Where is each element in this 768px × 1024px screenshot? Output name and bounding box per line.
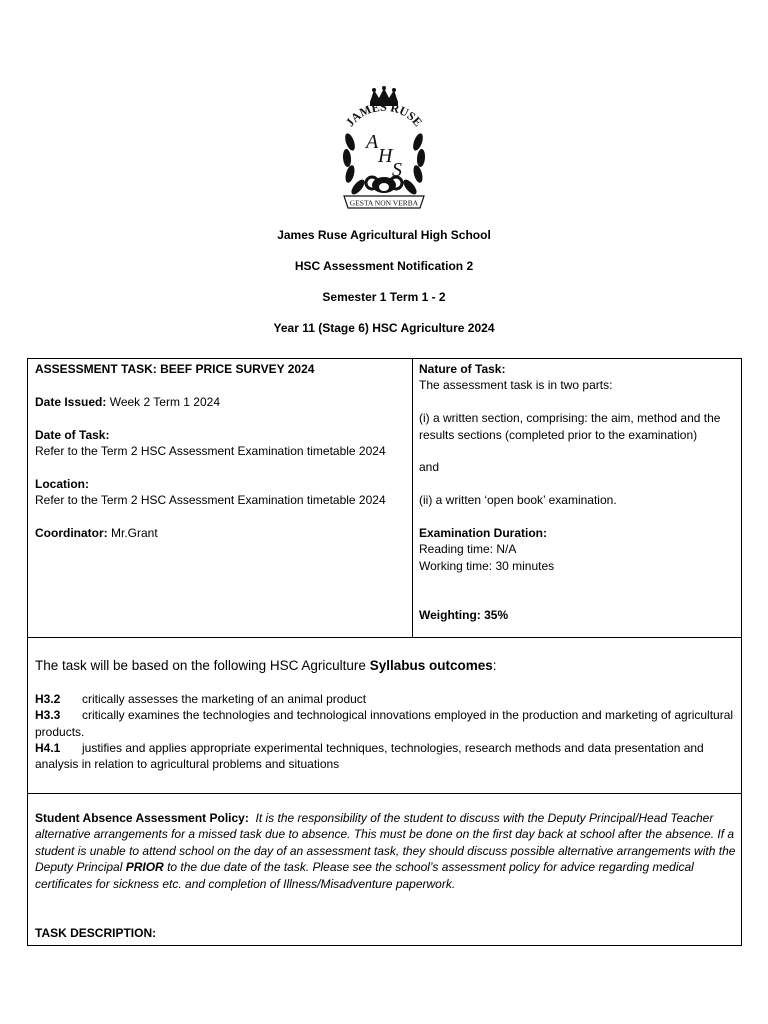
date-issued-label: Date Issued: <box>35 394 107 409</box>
semester-line: Semester 1 Term 1 - 2 <box>322 290 446 304</box>
task-details-cell <box>35 361 407 541</box>
school-name: James Ruse Agricultural High School <box>277 228 491 242</box>
task-info-table <box>27 358 742 638</box>
outcome-item <box>35 740 735 773</box>
outcome-text: justifies and applies appropriate experimental techniques, technologies, research methods and data presentation and analysis in relation to agricultural problems and situations <box>35 741 704 772</box>
outcomes-intro-suffix: : <box>492 658 497 673</box>
task-title: ASSESSMENT TASK: BEEF PRICE SURVEY 2024 <box>35 362 315 376</box>
outcomes-intro <box>35 658 735 674</box>
monogram-h: H <box>378 145 393 167</box>
policy-text-1: It is the responsibility of the student to discuss with the Deputy Principal/Head Teacher alternative arrangements for a missed task due to absence. This must be done on the first day back at school after the absence. If a student is unable to attend school on the day of an assessment task, they should discuss possible alternative arrangements with the Deputy Principal <box>35 811 736 875</box>
location-value: Refer to the Term 2 HSC Assessment Examination timetable 2024 <box>35 493 386 508</box>
outcome-item <box>35 691 735 707</box>
reading-time: Reading time: N/A <box>419 542 517 557</box>
outcomes-intro-bold: Syllabus outcomes <box>369 658 493 673</box>
outcome-code: H4.1 <box>35 741 61 756</box>
outcome-text: critically assesses the marketing of an animal product <box>82 691 367 706</box>
date-issued <box>35 394 407 410</box>
working-time: Working time: 30 minutes <box>419 558 555 573</box>
coordinator-value: Mr.Grant <box>111 526 158 540</box>
crest-arc-text: JAMES RUSE <box>342 99 426 130</box>
task-description-heading: TASK DESCRIPTION: <box>35 926 157 940</box>
outcomes-intro-prefix: The task will be based on the following HSC Agriculture <box>35 658 370 673</box>
crest-icon <box>336 84 432 214</box>
outcome-text: critically examines the technologies and technological innovations employed in the production and marketing of agricultural products. <box>35 708 734 739</box>
date-of-task-label: Date of Task: <box>35 427 110 442</box>
syllabus-outcomes-section <box>27 637 742 794</box>
date-issued-value: Week 2 Term 1 2024 <box>109 394 220 409</box>
nature-and: and <box>419 460 440 475</box>
nature-part-2: (ii) a written ‘open book’ examination. <box>419 493 617 508</box>
location-label: Location: <box>35 476 89 491</box>
policy-paragraph <box>35 810 737 892</box>
outcome-code: H3.2 <box>35 691 61 706</box>
absence-policy-section <box>27 793 742 946</box>
outcome-code: H3.3 <box>35 708 61 723</box>
nature-label: Nature of Task: <box>419 362 506 376</box>
svg-text:JAMES RUSE <box>343 100 425 129</box>
nature-of-task-cell <box>419 361 737 623</box>
policy-label: Student Absence Assessment Policy: <box>35 811 249 825</box>
date-of-task-value: Refer to the Term 2 HSC Assessment Examination timetable 2024 <box>35 444 386 458</box>
school-crest-logo <box>336 84 432 214</box>
weighting: Weighting: 35% <box>419 608 509 622</box>
outcome-item <box>35 707 735 740</box>
course-line: Year 11 (Stage 6) HSC Agriculture 2024 <box>273 321 495 335</box>
monogram-a: A <box>366 131 379 153</box>
policy-prior: PRIOR <box>125 860 164 875</box>
duration-label: Examination Duration: <box>419 526 548 540</box>
notification-title: HSC Assessment Notification 2 <box>294 259 474 273</box>
nature-intro: The assessment task is in two parts: <box>419 378 613 393</box>
coordinator <box>35 525 407 541</box>
nature-part-1: (i) a written section, comprising: the aim, method and the results sections (completed prior to the examination) <box>419 411 721 442</box>
crest-motto: GESTA NON VERBA <box>349 198 419 208</box>
coordinator-label: Coordinator: <box>35 526 108 540</box>
column-divider <box>412 359 413 637</box>
monogram-s: S <box>392 159 402 181</box>
policy-text-2: to the due date of the task. Please see the school’s assessment policy for advice regarding medical certificates for sickness etc. and completion of Illness/Misadventure paperwork. <box>35 860 694 891</box>
